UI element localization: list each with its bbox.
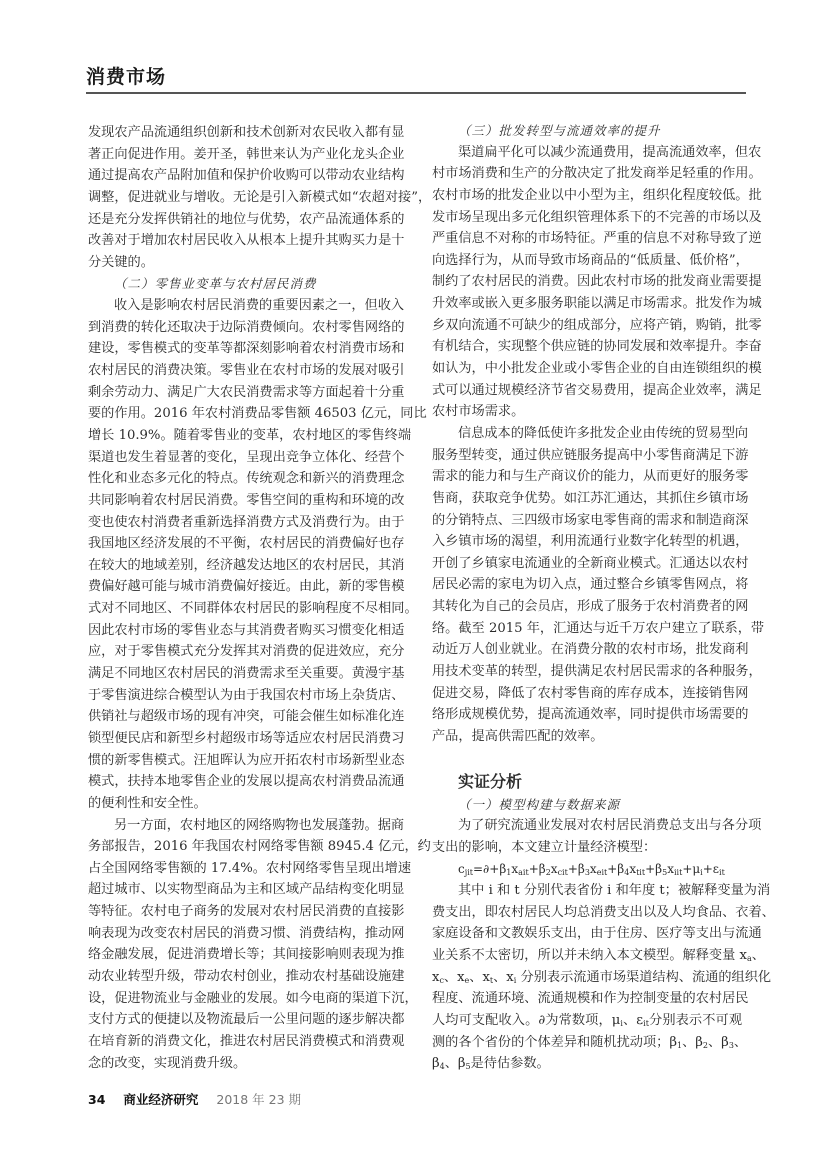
text-run: x <box>667 861 674 876</box>
text-run: 分别表示流通市场渠道结构、流通的组织化 <box>516 969 772 985</box>
paragraph <box>88 815 431 1075</box>
text-run: 是待估参数。 <box>470 1056 550 1072</box>
text-line: 费偏好越可能与城市消费偏好接近。由此，新的零售模 <box>88 579 405 595</box>
text-line: 入乡镇市场的渴望，利用流通行业数字化转型的机遇， <box>432 534 749 550</box>
text-line: 增长 10.9%。随着零售业的变革，农村地区的零售终端 <box>88 427 412 443</box>
text-run: =∂+β <box>473 861 507 876</box>
subsection-heading: （一）模型构建与数据来源 <box>458 796 621 812</box>
spacer <box>432 748 742 770</box>
text-line: 于零售演进综合模型认为由于我国农村市场上杂货店、 <box>88 687 405 703</box>
text-line: 分关键的。 <box>88 254 154 270</box>
text-line: 程度、流通环境、流通规模和作为控制变量的农村居民 <box>432 991 749 1007</box>
subscript: eit <box>596 867 608 877</box>
text-line: 村市场消费和生产的分散决定了批发商举足轻重的作用。 <box>432 166 762 182</box>
text-run: 、 <box>751 948 765 964</box>
text-run: x <box>511 861 519 876</box>
text-line <box>432 945 765 967</box>
text-line: 剩余劳动力、满足广大农民消费需求等方面起着十分重 <box>88 384 405 400</box>
subscript: t <box>489 975 494 985</box>
text-run: 、x <box>443 969 465 985</box>
text-line: 锁型便民店和新型乡村超级市场等适应农村居民消费习 <box>88 730 405 746</box>
text-line: 还是充分发挥供销社的地位与优势，农产品流通体系的 <box>88 211 405 227</box>
text-line: 另一方面，农村地区的网络购物也发展蓬勃。据商 <box>114 817 405 833</box>
text-line: 变也使农村消费者重新选择消费方式及消费行为。由于 <box>88 514 405 530</box>
text-line: 调整，促进就业与增收。无论是引入新模式如“农超对接”， <box>88 189 432 205</box>
text-line: 售商，获取竞争优势。如江苏汇通达，其抓住乡镇市场 <box>432 490 749 506</box>
text-line: 农村市场的批发企业以中小型为主，组织化程度较低。批 <box>432 187 762 203</box>
text-run: 、β <box>708 1034 729 1050</box>
text-line: 需求的能力和与生产商议价的能力，从而更好的服务零 <box>432 469 749 485</box>
text-run: +μ <box>682 861 701 876</box>
subscript: i <box>513 975 517 985</box>
text-line: 为了研究流通业发展对农村居民消费总支出与各分项 <box>458 818 762 834</box>
text-line: 发现农产品流通组织创新和技术创新对农民收入都有显 <box>88 125 405 140</box>
subscript: jit <box>464 867 473 877</box>
text-line: 式对不同地区、不同群体农村居民的影响程度不尽相同。 <box>88 601 418 617</box>
text-line: 络金融发展，促进消费增长等；其间接影响则表现为推 <box>88 947 405 963</box>
text-line: 我国地区经济发展的不平衡，农村居民的消费偏好也存 <box>88 536 405 552</box>
text-run: +ε <box>702 861 720 876</box>
paragraph <box>88 122 432 273</box>
text-line: 乡双向流通不可缺少的组成部分，应将产销，购销，批零 <box>432 317 762 333</box>
subscript: it <box>719 867 725 877</box>
text-line <box>432 1032 748 1054</box>
text-line: 设，促进物流业与金融业的发展。如今电商的渠道下沉， <box>88 990 418 1006</box>
text-run: x <box>629 861 637 876</box>
subscript: e <box>464 975 470 985</box>
text-line: 渠道也发生着显著的变化，呈现出竞争立体化、经营个 <box>88 449 405 465</box>
subscript: 4 <box>624 867 630 877</box>
text-run: x <box>550 861 558 876</box>
text-line: 等特征。农村电子商务的发展对农村居民消费的直接影 <box>88 904 405 920</box>
text-line: 模式，扶持本地零售企业的发展以提高农村消费品流通 <box>88 774 405 790</box>
subscript: 4 <box>439 1062 445 1072</box>
text-line: 务部报告，2016 年我国农村网络零售额 8945.4 亿元，约 <box>88 839 431 855</box>
text-line: 其转化为自己的会员店，形成了服务于农村消费者的网 <box>432 599 749 615</box>
subscript: it <box>643 1018 649 1028</box>
model-equation <box>432 859 742 881</box>
text-run: 、x <box>493 969 514 985</box>
text-line: 络。截至 2015 年，汇通达与近千万农户建立了联系，带 <box>432 620 765 636</box>
text-run: x <box>432 969 440 985</box>
text-line: 居民必需的家电为切入点，通过整合乡镇零售网点，将 <box>432 577 749 593</box>
text-line: 念的改变，实现消费升级。 <box>88 1055 247 1071</box>
text-run: 、β <box>444 1056 466 1072</box>
subscript: 5 <box>662 867 668 877</box>
subscript: i <box>620 1018 623 1028</box>
text-line: 满足不同地区农村居民的消费需求至关重要。黄漫宇基 <box>88 666 405 682</box>
text-line: 支付方式的便捷以及物流最后一公里问题的逐步解决都 <box>88 1012 405 1028</box>
text-line: 其中 i 和 t 分别代表省份 i 和年度 t；被解释变量为消 <box>458 883 771 899</box>
text-run: +β <box>645 861 663 876</box>
text-line: 供销社与超级市场的现有冲突，可能会催生如标准化连 <box>88 709 405 725</box>
right-column <box>432 120 775 1075</box>
text-run: 分别表示不可观 <box>648 1012 743 1028</box>
paragraph <box>432 815 762 858</box>
subscript: c <box>439 975 444 985</box>
text-line: 渠道扁平化可以减少流通费用，提高流通效率，但农 <box>458 144 762 160</box>
text-line: 式可以通过规模经济节省交易费用，提高企业效率，满足 <box>432 382 762 398</box>
text-line: 的便利性和安全性。 <box>88 795 207 811</box>
text-line: 严重信息不对称的市场特征。严重的信息不对称导致了逆 <box>432 231 762 247</box>
text-line: 建设，零售模式的变革等都深刻影响着农村消费市场和 <box>88 341 405 357</box>
text-line: 的分销特点、三四级市场家电零售商的需求和制造商深 <box>432 512 749 528</box>
text-line: 产品，提高供需匹配的效率。 <box>432 728 604 744</box>
text-line: 性化和业态多元化的特点。传统观念和新兴的消费理念 <box>88 471 405 487</box>
text-line: 用技术变革的转型，提供满足农村居民需求的各种服务， <box>432 664 762 680</box>
text-run: c <box>458 861 465 876</box>
text-line: 动农业转型升级，带动农村创业，推动农村基础设施建 <box>88 968 405 984</box>
text-line: 有机结合，实现整个供应链的协同发展和效率提升。李奋 <box>432 339 762 355</box>
text-line: 络形成规模优势，提高流通效率，同时提供市场需要的 <box>432 707 749 723</box>
text-line: 惯的新零售模式。汪旭晖认为应开拓农村市场新型业态 <box>88 752 405 768</box>
subscript: a <box>746 954 752 964</box>
subscript: 3 <box>584 867 590 877</box>
text-line: 开创了乡镇家电流通业的全新商业模式。汇通达以农村 <box>432 555 749 571</box>
page-number: 34 <box>88 1092 106 1107</box>
header-rule <box>86 92 746 94</box>
issue-label: 2018 年 23 期 <box>216 1092 302 1107</box>
subsection-heading: （三）批发转型与流通效率的提升 <box>458 123 661 138</box>
text-line: 在较大的地域差别，经济越发达地区的农村居民，其消 <box>88 557 405 573</box>
subscript: i <box>700 867 703 877</box>
text-line: 改善对于增加农村居民收入从根本上提升其购买力是十 <box>88 233 405 249</box>
subscript: 1 <box>677 1040 683 1050</box>
text-line: 制约了农村居民的消费。因此农村市场的批发商业需要提 <box>432 274 762 290</box>
subscript: cit <box>557 867 568 877</box>
text-run: +β <box>567 861 585 876</box>
subscript: 2 <box>545 867 551 877</box>
text-line: 收入是影响农村居民消费的重要因素之一，但收入 <box>114 298 405 314</box>
paragraph <box>88 295 427 814</box>
text-line: 要的作用。2016 年农村消费品零售额 46503 亿元，同比 <box>88 406 427 422</box>
text-line: 农村市场需求。 <box>432 404 525 420</box>
text-run: 、β <box>682 1034 703 1050</box>
text-line: 发市场呈现出多元化组织管理体系下的不完善的市场以及 <box>432 209 762 225</box>
subsection-heading: （二）零售业变革与农村居民消费 <box>114 276 317 292</box>
subscript: ait <box>518 867 529 877</box>
text-line: 应，对于零售模式充分发挥其对消费的促进效应，充分 <box>88 644 405 660</box>
paragraph <box>432 423 765 748</box>
text-line: 家庭设备和文教娱乐支出，由于住房、医疗等支出与流通 <box>432 926 762 942</box>
subscript: 3 <box>728 1040 734 1050</box>
page-footer <box>88 1090 315 1108</box>
section-heading: 实证分析 <box>458 771 523 791</box>
text-line: 升效率或嵌入更多服务职能以满足市场需求。批发作为城 <box>432 296 762 312</box>
subscript: 1 <box>506 867 512 877</box>
text-run: 、 <box>733 1034 748 1050</box>
text-line: 服务型转变，通过供应链服务提高中小零售商满足下游 <box>432 447 749 463</box>
text-run: 、x <box>469 969 490 985</box>
text-run: +β <box>607 861 625 876</box>
paragraph <box>432 880 775 1075</box>
text-line: 因此农村市场的零售业态与其消费者购买习惯变化相适 <box>88 622 405 638</box>
section-title: 消费市场 <box>86 66 167 88</box>
text-line: 占全国网络零售额的 17.4%。农村网络零售呈现出增速 <box>88 860 412 876</box>
text-run: x <box>589 861 597 876</box>
text-run: 、ε <box>622 1012 644 1028</box>
text-line: 到消费的转化还取决于边际消费倾向。农村零售网络的 <box>88 319 405 335</box>
subscript: 2 <box>702 1040 708 1050</box>
text-line <box>432 1010 742 1032</box>
text-line: 农村居民的消费决策。零售业在农村市场的发展对吸引 <box>88 363 405 379</box>
paragraph <box>432 142 762 423</box>
left-column <box>88 122 432 1074</box>
text-line: 动近万人创业就业。在消费分散的农村市场，批发商利 <box>432 642 749 658</box>
text-run: 人均可支配收入。∂为常数项，μ <box>432 1012 621 1028</box>
text-line: 向选择行为，从而导致市场商品的“低质量、低价格”， <box>432 252 749 268</box>
text-line: 信息成本的降低使许多批发企业由传统的贸易型向 <box>458 425 749 441</box>
text-line: 在培育新的消费文化，推进农村居民消费模式和消费观 <box>88 1033 405 1049</box>
text-line: 促进交易，降低了农村零售商的库存成本，连接销售网 <box>432 685 749 701</box>
text-run: 测的各个省份的个体差异和随机扰动项；β <box>432 1034 677 1050</box>
text-line <box>432 967 772 989</box>
text-line: 费支出，即农村居民人均总消费支出以及人均食品、衣着、 <box>432 904 775 920</box>
text-line: 超过城市、以实物型商品为主和区域产品结构变化明显 <box>88 882 405 898</box>
text-line: 如认为，中小批发企业或小零售企业的自由连锁组织的模 <box>432 361 762 377</box>
subscript: 5 <box>465 1062 471 1072</box>
text-line <box>432 1053 742 1075</box>
text-line: 响表现为改变农村居民的消费习惯、消费结构，推动网 <box>88 925 405 941</box>
text-run: +β <box>528 861 546 876</box>
text-line: 通过提高农产品附加值和保护价收购可以带动农业结构 <box>88 168 405 184</box>
text-run: 业关系不太密切，所以并未纳入本文模型。解释变量 x <box>432 948 747 964</box>
text-line: 著正向促进作用。姜开圣，韩世来认为产业化龙头企业 <box>88 146 405 162</box>
text-run: β <box>432 1056 440 1072</box>
subscript: tit <box>636 867 646 877</box>
journal-name: 商业经济研究 <box>123 1092 199 1107</box>
text-line: 共同影响着农村居民消费。零售空间的重构和环境的改 <box>88 492 405 508</box>
text-line: 支出的影响，本文建立计量经济模型： <box>432 839 657 855</box>
subscript: iit <box>673 867 683 877</box>
